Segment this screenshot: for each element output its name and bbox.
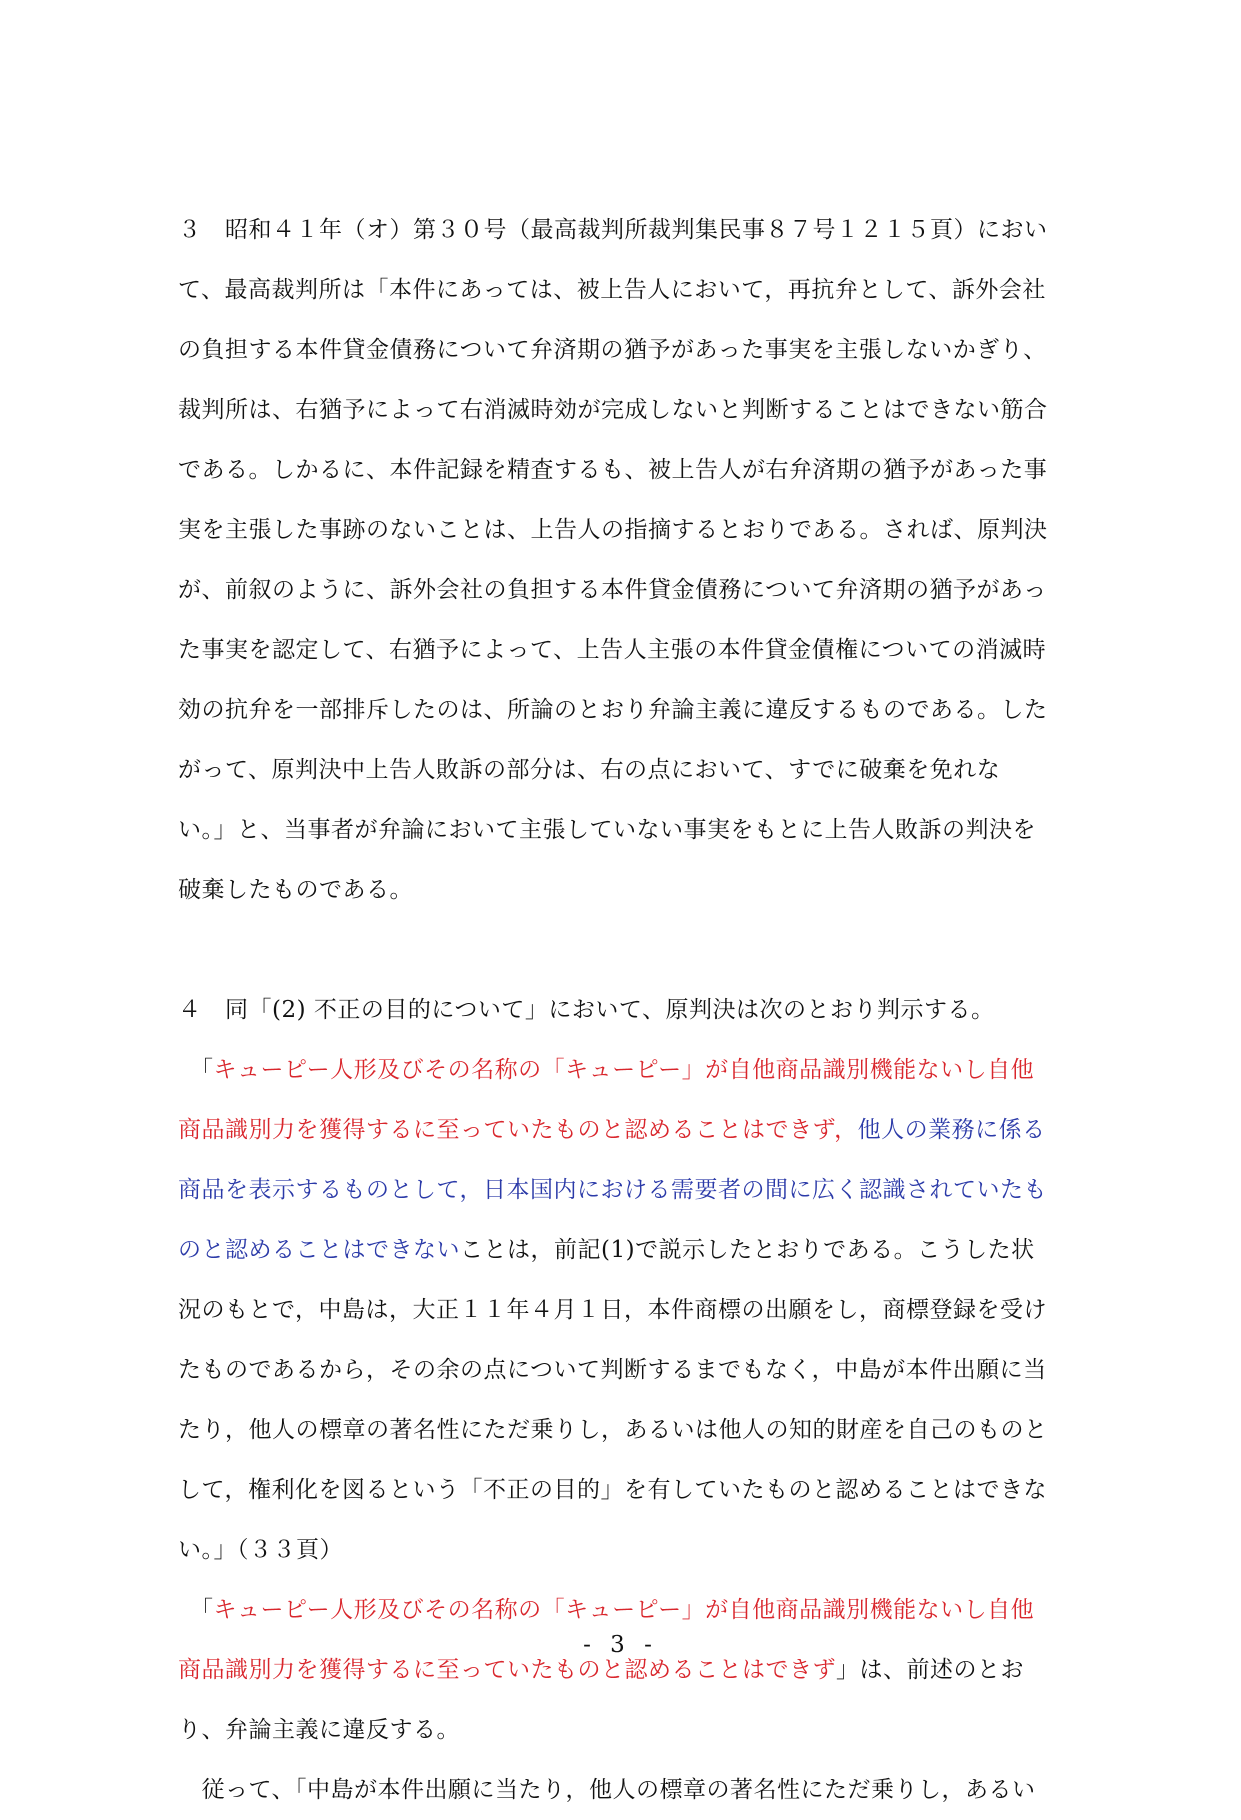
last-line-text: 従って、「中島が本件出願に当たり，他人の標章の著名性にただ乗りし，あるい — [201, 1777, 1036, 1803]
blue-highlight-text: 他人の業務に係る — [857, 1117, 1046, 1143]
quote1-line: い。」（３３頁） — [178, 1537, 343, 1563]
page-number: - 3 - — [583, 1632, 658, 1658]
section3-line: の負担する本件貸金債務について弁済期の猶予があった事実を主張しないかぎり、 — [178, 337, 1047, 363]
quote2-line-1 — [178, 1580, 1118, 1640]
section3-line: 実を主張した事跡のないことは、上告人の指摘するとおりである。されば、原判決 — [178, 517, 1048, 543]
quote-open-bracket: 「 — [201, 1597, 214, 1623]
section3-line: い。」と、当事者が弁論において主張していない事実をもとに上告人敗訴の判決を — [178, 817, 1036, 843]
quote2-line: り、弁論主義に違反する。 — [178, 1717, 460, 1743]
blue-highlight-text: のと認めることはできない — [178, 1237, 460, 1263]
section3-line: 破棄したものである。 — [178, 877, 413, 903]
section4-heading: ４ 同「(2) 不正の目的について」において、原判決は次のとおり判示する。 — [178, 997, 995, 1023]
section3-line: た事実を認定して、右猶予によって、上告人主張の本件貸金債権についての消滅時 — [178, 637, 1047, 663]
section3-line: 効の抗弁を一部排斥したのは、所論のとおり弁論主義に違反するものである。した — [178, 697, 1048, 723]
document-body — [178, 200, 1118, 1820]
red-highlight-text: キューピー人形及びその名称の「キューピー」が自他商品識別機能ないし自他 — [213, 1057, 1035, 1083]
section3-line: である。しかるに、本件記録を精査するも、被上告人が右弁済期の猶予があった事 — [178, 457, 1048, 483]
quote1-line: たり，他人の標章の著名性にただ乗りし，あるいは他人の知的財産を自己のものと — [178, 1417, 1048, 1443]
section3-line: がって、原判決中上告人敗訴の部分は、右の点において、すでに破棄を免れな — [178, 757, 1001, 783]
quote1-line: たものであるから，その余の点について判断するまでもなく，中島が本件出願に当 — [178, 1357, 1047, 1383]
red-highlight-text: 商品識別力を獲得するに至っていたものと認めることはできず — [178, 1657, 836, 1683]
last-line — [178, 1760, 1118, 1820]
quote1-line: して，権利化を図るという「不正の目的」を有していたものと認めることはできな — [178, 1477, 1048, 1503]
quote1-line: 況のもとで，中島は，大正１１年４月１日，本件商標の出願をし，商標登録を受け — [178, 1297, 1048, 1323]
quote1-line-4 — [178, 1220, 1118, 1280]
quote-text: ことは，前記(1)で説示したとおりである。こうした状 — [460, 1237, 1035, 1263]
blue-highlight-text: 商品を表示するものとして，日本国内における需要者の間に広く認識されていたも — [178, 1177, 1048, 1203]
section3-line: ３ 昭和４１年（オ）第３０号（最高裁判所裁判集民事８７号１２１５頁）におい — [178, 217, 1048, 243]
section3-line: 裁判所は、右猶予によって右消滅時効が完成しないと判断することはできない筋合 — [178, 397, 1048, 423]
quote-text: 」は、前述のとお — [836, 1657, 1024, 1683]
red-highlight-text: キューピー人形及びその名称の「キューピー」が自他商品識別機能ないし自他 — [213, 1597, 1035, 1623]
red-highlight-text: 商品識別力を獲得するに至っていたものと認めることはできず， — [178, 1117, 858, 1143]
section3-line: て、最高裁判所は「本件にあっては、被上告人において，再抗弁として、訴外会社 — [178, 277, 1046, 303]
quote-open-bracket: 「 — [201, 1057, 214, 1083]
quote1-line-2 — [178, 1100, 1118, 1160]
section3-line: が、前叙のように、訴外会社の負担する本件貸金債務について弁済期の猶予があっ — [178, 577, 1047, 603]
paragraph-gap — [178, 920, 1118, 980]
quote1-line-1 — [178, 1040, 1118, 1100]
